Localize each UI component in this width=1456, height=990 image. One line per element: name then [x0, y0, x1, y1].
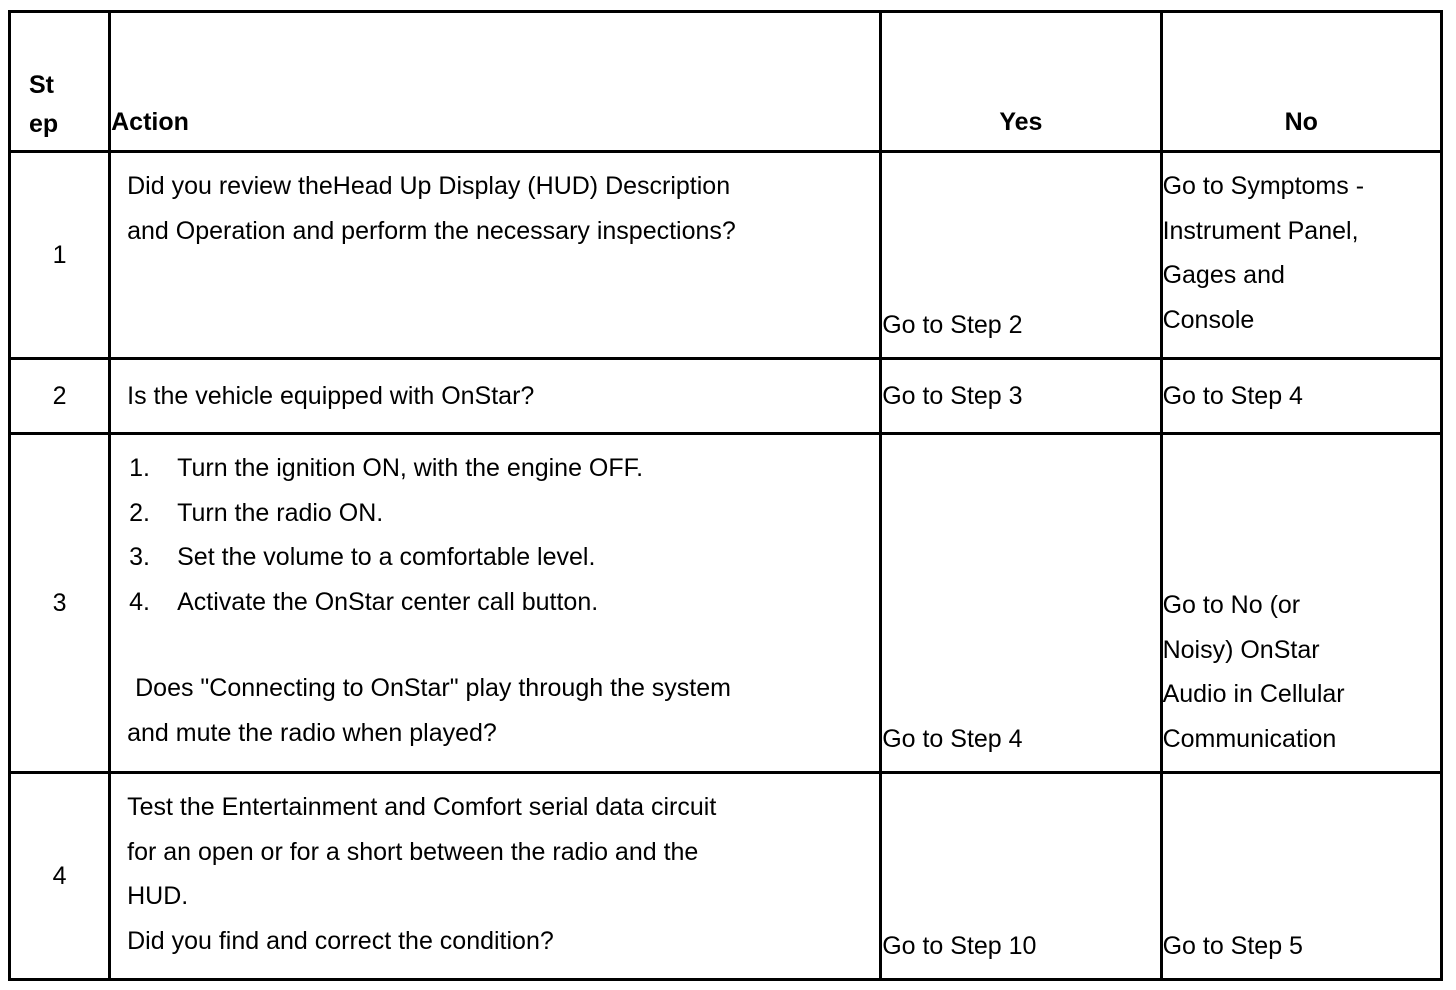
no-line: Instrument Panel,	[1162, 216, 1359, 245]
list-item	[127, 535, 863, 580]
header-row	[10, 12, 1442, 152]
no-line: Communication	[1162, 724, 1337, 753]
header-step-part2: ep	[29, 110, 59, 138]
list-text: Activate the OnStar center call button.	[177, 587, 599, 616]
header-step-part1: St	[29, 71, 54, 99]
table-row	[10, 773, 1442, 980]
header-action: Action	[110, 12, 881, 152]
step-number: 2	[10, 359, 110, 434]
no-cell	[1161, 434, 1441, 773]
list-text: Turn the ignition ON, with the engine OFF.	[177, 454, 644, 482]
list-number: 1.	[129, 454, 150, 482]
list-item	[127, 580, 863, 625]
step-number: 3	[10, 434, 110, 773]
yes-cell: Go to Step 3	[881, 359, 1161, 434]
numbered-steps	[127, 446, 863, 624]
no-line: Go to Step 5	[1162, 931, 1303, 960]
no-cell	[1161, 152, 1441, 359]
yes-cell: Go to Step 10	[881, 773, 1161, 980]
no-line: Go to No (or	[1162, 591, 1301, 619]
action-line: Did you review theHead Up Display (HUD) Description	[127, 172, 731, 200]
no-line: Noisy) OnStar	[1162, 635, 1320, 664]
no-line: Gages and	[1162, 261, 1285, 289]
action-line: and mute the radio when played?	[127, 718, 497, 747]
step-number: 1	[10, 152, 110, 359]
action-cell	[110, 434, 881, 773]
action-cell	[110, 152, 881, 359]
list-text: Set the volume to a comfortable level.	[177, 543, 596, 571]
no-cell	[1161, 359, 1441, 434]
action-line: and Operation and perform the necessary inspections?	[127, 216, 736, 245]
action-cell	[110, 359, 881, 434]
yes-cell: Go to Step 2	[881, 152, 1161, 359]
table-row	[10, 152, 1442, 359]
no-cell	[1161, 773, 1441, 980]
no-line: Go to Symptoms -	[1162, 172, 1365, 200]
header-no: No	[1161, 12, 1441, 152]
list-item	[127, 491, 863, 536]
no-line: Go to Step 4	[1162, 381, 1303, 410]
yes-cell: Go to Step 4	[881, 434, 1161, 773]
no-line: Audio in Cellular	[1162, 680, 1345, 708]
table-row	[10, 359, 1442, 434]
action-line: HUD.	[127, 882, 189, 910]
action-cell	[110, 773, 881, 980]
diagnostic-table	[8, 10, 1443, 981]
list-item	[127, 446, 863, 491]
step-number: 4	[10, 773, 110, 980]
list-number: 4.	[129, 587, 150, 616]
list-text: Turn the radio ON.	[177, 498, 384, 527]
list-number: 3.	[129, 543, 150, 571]
no-line: Console	[1162, 305, 1255, 334]
header-step	[10, 12, 110, 152]
spacer	[127, 624, 863, 666]
action-line: Test the Entertainment and Comfort serial data circuit	[127, 793, 717, 821]
table-row	[10, 434, 1442, 773]
action-line: for an open or for a short between the radio and the	[127, 837, 699, 866]
header-yes: Yes	[881, 12, 1161, 152]
action-line: Is the vehicle equipped with OnStar?	[127, 381, 535, 410]
action-line: Does "Connecting to OnStar" play through the system	[135, 674, 731, 702]
action-line: Did you find and correct the condition?	[127, 926, 554, 955]
list-number: 2.	[129, 498, 150, 527]
